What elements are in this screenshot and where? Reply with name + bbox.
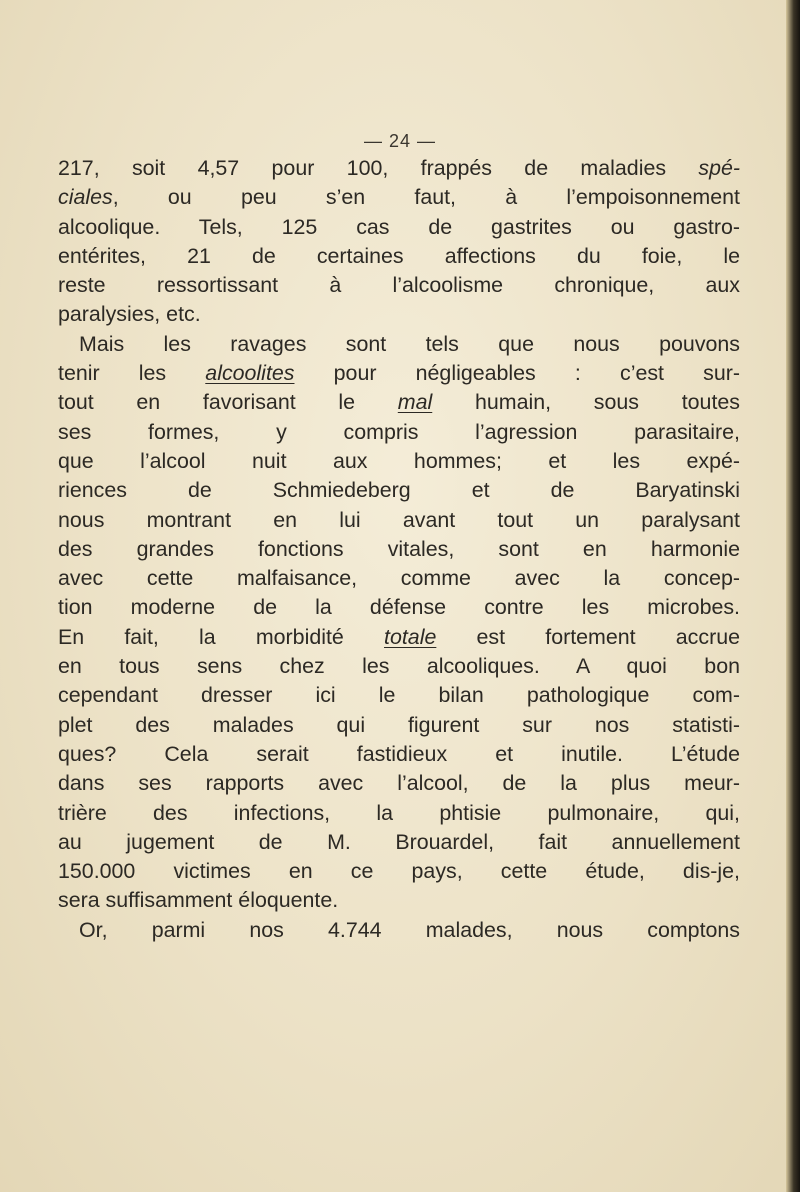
text-line: tion moderne de la défense contre les microbes. [58,595,740,620]
text-line: ses formes, y compris l’agression parasitaire, [58,419,740,444]
text-line: alcoolique. Tels, 125 cas de gastrites ou gastro- [58,214,740,239]
text-line: 150.000 victimes en ce pays, cette étude, dis-je, [58,859,740,884]
text-line: entérites, 21 de certaines affections du foie, le [58,243,740,268]
text-line: au jugement de M. Brouardel, fait annuellement [58,829,740,854]
text-line: En fait, la morbidité totale est fortement accrue [58,624,740,649]
text-line: dans ses rapports avec l’alcool, de la plus meur- [58,771,740,796]
body-text [58,154,740,945]
text-line: ciales, ou peu s’en faut, à l’empoisonnement [58,185,740,210]
page-edge-shadow [786,0,800,1192]
text-line: tenir les alcoolites pour négligeables : c’est sur- [58,361,741,386]
text-line: riences de Schmiedeberg et de Baryatinski [58,478,740,503]
text-line: tout en favorisant le mal humain, sous toutes [58,390,740,415]
text-line: des grandes fonctions vitales, sont en harmonie [58,536,740,561]
text-line: nous montrant en lui avant tout un paralysant [58,507,740,532]
text-line: plet des malades qui figurent sur nos statisti- [58,712,740,737]
text-line: en tous sens chez les alcooliques. A quoi bon [58,654,740,679]
text-line: cependant dresser ici le bilan pathologique com- [58,683,740,708]
text-line: paralysies, etc. [58,302,201,327]
page-number: — 24 — [363,131,437,151]
text-line: Or, parmi nos 4.744 malades, nous comptons [79,917,740,942]
text-line: reste ressortissant à l’alcoolisme chronique, aux [58,273,740,298]
text-line: que l’alcool nuit aux hommes; et les expé- [58,448,740,473]
text-line: avec cette malfaisance, comme avec la concep- [58,566,740,591]
text-line: ques? Cela serait fastidieux et inutile. L’étude [58,741,740,766]
text-line: sera suffisamment éloquente. [58,888,339,913]
text-line: Mais les ravages sont tels que nous pouvons [79,331,740,356]
text-line: 217, soit 4,57 pour 100, frappés de maladies spé- [58,156,740,180]
text-line: trière des infections, la phtisie pulmonaire, qui, [58,800,740,825]
